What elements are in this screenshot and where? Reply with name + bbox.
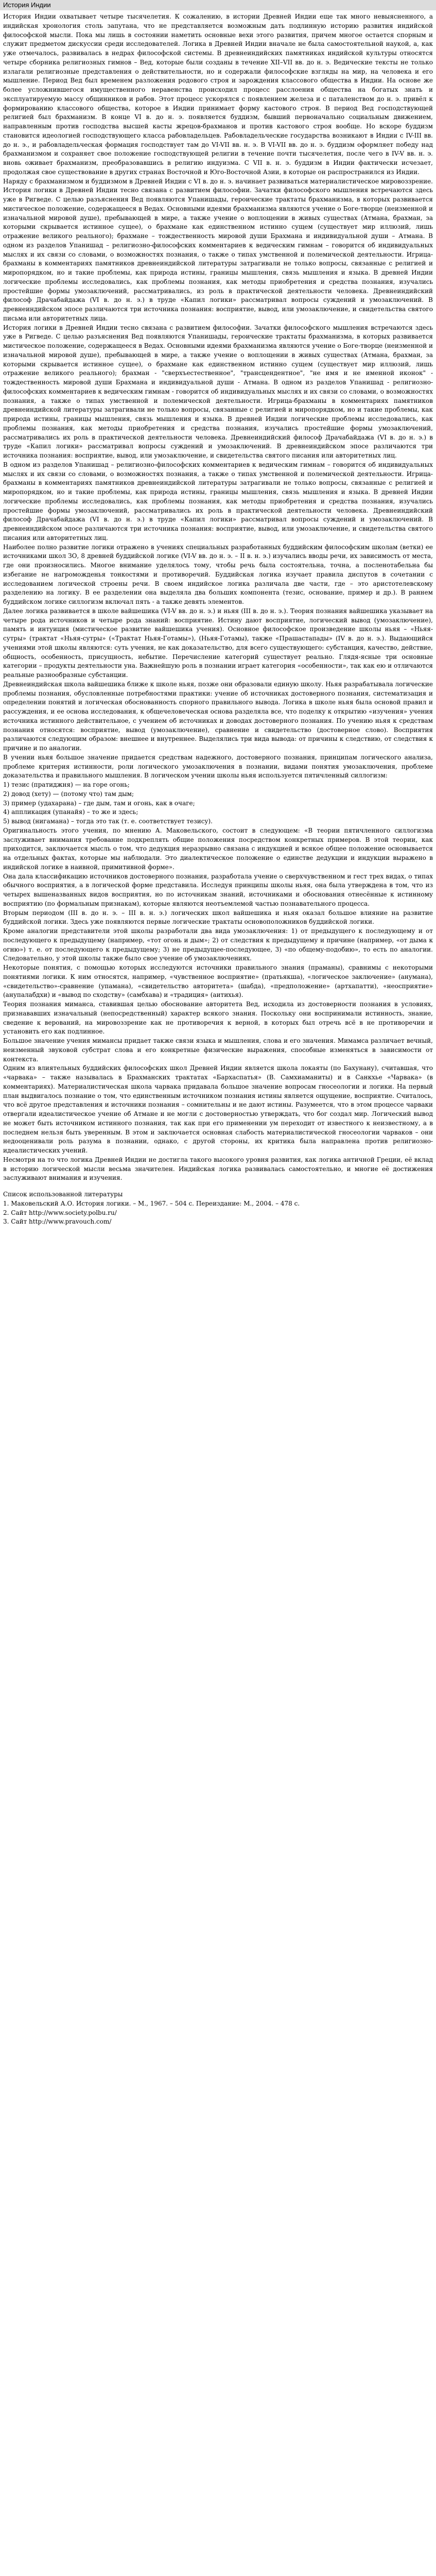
paragraph: Некоторые понятия, с помощью которых исследуются источники правильного знания (праманы), сравнимы с некоторыми понятиями логики. К ним относятся, например, «чувственное восприятие» (пратьякша), «логическое заключение» (анумана), «свидетельство»-сравнение (упамана), «свидетельство авторитета» (шабда), «предположение» (артхапатти), «неосприятие» (анупалабдхи) и «вывод по сходству» (самбхава) и «традиция» (аитихья). xyxy=(3,964,433,999)
paragraph: Оригинальность этого учения, по мнению А. Маковельского, состоит в следующем: «В теории пятичленного силлогизма заслуживает внимания требование подкреплять общие положения посредством конкретных примеров. В этой теории, как приходится, заключается мысль о том, что дедукция неразрывно связана с индукцией и всякое общее положение основывается на отдельных фактах, которые мы наблюдали. Это диалектическое положение о единстве дедукции и индукции выражено в индийской логике в наивной, примитивной форме». xyxy=(3,826,433,871)
syllogism-item: 5) вывод (нигамана) – тогда это так (т. е. соответствует тезису). xyxy=(3,818,213,825)
reference-link[interactable]: 3. Сайт http://www.pravouch.com/ xyxy=(3,1218,112,1226)
paragraph: История Индии охватывает четыре тысячелетия. К сожалению, в истории Древней Индии еще так много невыясненного, а индийская хронология столь запутана, что не представляется возможным дать подлинную историю развития индийской философской мысли. Пока мы лишь в состоянии наметить основные вехи этого развития, причем многое остается спорным и служит предметом дискуссии среди исследователей. Логика в Древней Индии вначале не была самостоятельной наукой, а, как уже отмечалось, развивалась в недрах философской системы. В древнеиндийских памятниках индийской культуры относятся четыре сборника религиозных гимнов – Вед, которые были созданы в течение XII–VII вв. до н. э. Ведические тексты не только излагали религиозные представления о действительности, но и содержали философские взгляды на мир, на человека и его мышление. Период Вед был временем разложения родового строя и зарождения классового общества в Индии. На основе же более усложнившегося имущественного неравенства происходил процесс расслоения общества на богатых знать и эксплуатируемую массу общинников и рабов. Этот процесс ускорялся с появлением железа и с паталенством до н. э. привёл к формированию классового общества, которое в Индии принимает форму кастового строя. В период Вед господствующей религией был брахманизм. В конце VI в. до н. э. появляется буддизм, бывший первоначально социальным движением, направленным против господства высшей касты жрецов-брахманов и против кастового строя вообще. Но вскоре буддизм становится идеологией господствующего класса рабовладельцев. Рабовладельческие государства возникают в Индии с IV-III вв. до н. э., и рабовладельческая формация господствует там до VI-VII вв. н. э. В VI-VII вв. до н. э. буддизм оформляет победу над брахманизмом и сохраняет свое положение господствующей религии в течение почти тысячелетия, после чего в IV-V вв. н. э. вновь оживает брахманизм, преобразовавшись в религию индуизма. С VII в. н. э. буддизм в Индии фактически исчезает, продолжая свое существование в других странах Восточной и Юго-Восточной Азии, в которые он распространился из Индии. xyxy=(3,13,433,176)
reference-link[interactable]: 2. Сайт http://www.society.polbu.ru/ xyxy=(3,1209,117,1216)
reference-item: 1. Маковельский А.О. История логики. – М., 1967. – 504 с. Переиздание: М., 2004. – 478 с. xyxy=(3,1199,300,1207)
syllogism-item: 2) довод (хету) — (потому что) там дым; xyxy=(3,790,134,798)
page-header xyxy=(0,0,436,10)
paragraph: Древнеиндийская школа вайшешика ближе к школе ньяя, позже они образовали единую школу. Ньяя разрабатывала логические проблемы познания, обусловленные потребностями практики: учение об источниках достоверного познания, систематизация и определении понятий и логическая обоснованность спорного правильного вывода. Логика в школе ньяя была основой правил и рассуждения, и ее основа исследования, к общечеловеческая основа разделяла все, что поделку к открытию «изучения» учения источника истинного действительное, с учением об источниках и доводах достоверного познания. По учению ньяя к средствам познания относятся: восприятие, вывод (умозаключение), сравнение и свидетельство (достоверное слово). Восприятия различаются следующим образом: внешнее и внутреннее. Выделялись три вида вывода: от причины к следствию, от следствия к причине и по аналогии. xyxy=(3,680,433,752)
syllogism-item: 4) аппликация (упанайя) – то же и здесь; xyxy=(3,808,138,816)
paragraph: Она дала классификацию источников достоверного познания, разработала учение о сверхчувственном и гест трех видах, о типах обычного восприятия, а в логической форме представила. Исследуя принципы школы ньяя, она была утверждена в том, что из четырех вышеназванных видов восприятия, но по источникам знаний, источниками и обоснования отнесённые к истинному восприятию (по формальным признакам), которые являются неотъемлемой частью познавательного процесса. xyxy=(3,872,433,907)
page-title: История Индии xyxy=(3,1,51,9)
references-section xyxy=(3,1190,433,1227)
paragraph: Кроме аналогии представители этой школы разработали два вида умозаключения: 1) от предыдущего к последующему и от последующего к предыдущему (например, «тот огонь и дым»; 2) от следствия к предыдущему и причине (например, «от дыма к огню») т. е. от последующего к предыдущему; 3) не предыдущее-последующее, 3) «по общему-подобию», то есть по аналогии. Следовательно, у этой школы также было свое учение об умозаключениях. xyxy=(3,927,433,962)
syllogism-item: 3) пример (удахарана) – где дым, там и огонь, как в очаге; xyxy=(3,799,195,807)
paragraph: Несмотря на то что логика Древней Индии не достигла такого высокого уровня развития, как логика античной Греции, её вклад в историю логической мысли весьма значителен. Индийская логика развивалась самостоятельно, и многие её достижения заслуживают внимания и изучения. xyxy=(3,1156,433,1182)
paragraph: История логики в Древней Индии тесно связана с развитием философии. Зачатки философского мышления встречаются здесь уже в Ригведе. С целью разъяснения Вед появляются Упанишады, героические трактаты брахманизма, в которых развивается мистическое положение, содержащееся в Ведах. Основными идеями брахманизма являются учение о Боге-творце (неизменной и изначальной мировой душе), пребывающей в мире, а также учение о воплощении в живых существах (Атмана, брахман, за которыми скрывается истинное сущее), о брахмане как единственном истинно сущем (существует мир иллюзий, лишь отражение великого реального); брахман - "сверхъестественное", "трансцендентное", "не имя и не именной иконок" - тождественность мировой души Брахмана и индивидуальной души - Атмана. В одном из разделов Упанишад - религиозно-философских комментариев к ведическим гимнам - говорится об индивидуальных мыслях и их связи со словами, о возможностях познания, а также о типах умственной и полемической деятельности. Игрица-брахманы в комментариях памятников древнеиндийской литературы затрагивали не только вопросы, связанные с религией и миропорядком, но и такие проблемы, как природа истины, границы мышления, связь мышления и языка. В древней Индии логические проблемы исследовались, как проблемы познания, как методы приобретения и средства познания, изучались простейшие формы умозаключений, рассматривались их роль в практической деятельности человека. Древнеиндийский философ Драчабайдажа (VI в. до н. э.) в труде «Капил логики» рассматривал вопросы суждений и умозаключений. В древнеиндийском эпосе различаются три источника познания: восприятие, вывод, или умозаключение, и свидетельства святого писания или авторитетных лиц. xyxy=(3,324,433,459)
paragraph: Большое значение учения мимансы придает также связи языка и мышления, слова и его значения. Мимамса различает вечный, неизменный звуковой субстрат слова и его конкретные физические выражения, способные изменяться в зависимости от контекста. xyxy=(3,1037,433,1063)
paragraph: Теория познания миманса, ставившая целью обоснование авторитета Вед, исходила из достоверности познания в условиях, признававших изначальный (непосредственный) характер всякого знания. Поскольку они воспринимали истинность, знание, сведение к верований, на мировоззрение как не противоречия к верной, в которых был отречь всё в не противоречии и установить его как подлинное. xyxy=(3,1001,433,1036)
paragraph: Наряду с брахманизмом и буддизмом в Древней Индии с VI в. до н. э. начинает развиваться материалистическое мировоззрение. История логики в Древней Индии тесно связана с развитием философии. Зачатки философского мышления встречаются здесь уже в Ригведе. С целью разъяснения Вед появляются Упанишады, героические трактаты брахманизма, в которых развивается мистическое положение, содержащееся в Ведах. Основными идеями брахманизма являются учение о Боге-творце (неизменной и изначальной мировой душе), пребывающей в мире, а также учение о воплощении в живых существах (Атмана, брахман, за которыми скрывается истинное сущее), о брахмане как единственном истинно сущем (существует мир иллюзий, лишь отражение великого реального); брахмане – тождественность мировой души Брахмана и индивидуальной души – Атмана. В одном из разделов Упанишад – религиозно-философских комментариев к ведическим гимнам – говорится об индивидуальных мыслях и их связи со словами, о возможностях познания, о также о типах умственной и полемической деятельности. Игрица-брахманы в комментариях памятников древнеиндийской литературы затрагивали не только вопросы, связанные с религией и миропорядком, но и такие проблемы, как природа истины, границы мышления, связь мышления и языка. В древней Индии логические проблемы исследовались, как проблемы познания, как методы приобретения и средства познания, изучались простейшие формы умозаключений, рассматривались, из роль в практической деятельности человека. Древнеиндийский философ Драчабайдажа (VI в. до н. э.) в труде «Капил логики» рассматривал вопросы суждений и умозаключений. В древнеиндийском эпосе различаются три источника познания: восприятие, вывод, или умозаключение, и свидетельства святого письма или авторитетных лица. xyxy=(3,177,433,322)
syllogism-item: 1) тезис (пратиджня) — на горе огонь; xyxy=(3,781,130,788)
paragraph: Одним из влиятельных буддийских философских школ Древней Индии является школа локаяты (по Бахунану), считавшая, что «чарвака» – также называлась в Брахманских трактатах «Бархаспатья» (В. Самхиаманиты) и в Санкхье «Чарвака» (в комментариях). Материалистическая школа чарвака придавала большое значение вопросам гносеологии и логики. На первый план выдвигалось познание о том, что единственным источником познания истины является ощущение, восприятие. Считалось, что всё другое представления и источники познания – сомнительны и не дают истины. Разумеется, что в этом процессе чарваки отвергали идеалистическое учение об Атмане и не могли с достоверностью утверждать, что бог создал мир. Логический вывод не может быть источником истинного познания, так как при его применении ум переходит от известного к неизвестному, а в последнем нельзя быть уверенным. В этом и заключается основная слабость материалистической гносеологии чарваков – они недооценивали роль разума в познании, однако, с другой стороны, их критика была направлена против религиозно-идеалистических учений. xyxy=(3,1064,433,1154)
paragraph: Далее логика развивается в школе вайшешика (VI-V вв. до н. э.) и ньяя (III в. до н. э.). Теория познания вайшешика указывает на четыре рода источников и четыре рода знаний: восприятие. Истину дают восприятие, логический вывод (умозаключение), память и интуиция (мистическое развитие вайшешика учения). Основное философское произведение школы ньяя – «Ньяя-сутры» (трактат «Ньяя-сутры» («Трактат Ньяя-Готамы»), (Ньяя-Готамы), также «Прашастапады» (IV в. до н. э.). Выдающийся учениями этой школы являются: суть учения, не как доказательство, для всего существующего: субстанция, качество, действие, общность, особенность, присущность, небытие. Перечисление категорий существует реально. Глядя-ясные три основные категории – продукты деятельности уна. Важнейшую роль в познании играет категория «особенности», так как ею и отличаются реальные разнообразные субстанции. xyxy=(3,607,433,679)
paragraph: Вторым периодом (III в. до н. э. – III в. н. э.) логических школ вайшешика и ньяя оказал большое влияние на развитие буддийской логики. Здесь уже появляются первые логические трактаты основоположников буддийской логики. xyxy=(3,909,433,926)
paragraph: Наиболее полно развитие логики отражено в учениях специальных разработанных буддийским философским школам (ветки) ее источниками школ ЗО, 8 древней буддийской логике (VI-V вв. до н. э. – II в. н. э.) изучались вводы речи, их зависимость от места, где они произносились. Многое внимание уделялось тому, чтобы речь была состоятельна, точна, а посленотабельна бы избегание не нагроможденья тонкостями и противоречий. Буддийская логика изучает правила диспутов в сочетании с исследованием логической строены речи. В своем индийское логика различала две части, где – это аристотелевскому разделению на логику. В ее разделении она выделяла два больших компонента (тезис, основание, пример и др.). В раннем буддийском логике силлогизм включал пять - а также девять элементов. xyxy=(3,543,433,605)
paragraph: В учении ньяя большое значение придается средствам надежного, достоверного познания, принципам логического анализа, проблеме критерия истинности, роли логического умозаключения в познании, видами понятия умозаключения, проблеме доказательства и правильного мышления. В логическом учении школы ньяя используется пятичленный силлогизм: xyxy=(3,753,433,779)
references-heading: Список использованной литературы xyxy=(3,1191,123,1198)
paragraph: В одном из разделов Упанишад – религиозно-философских комментариев к ведическим гимнам – говорится об индивидуальных мыслях и их связи со словами, о возможностях познания, а также о типах умственной и полемической деятельности. Игрица-брахманы в комментариях памятников древнеиндийской литературы затрагивали не только вопросы, связанные с религией и миропорядком, но и такие проблемы, как природа истины, границы мышления, связь мышления и языка. В древней Индии логические проблемы исследовались, как проблемы познания, как методы приобретения и средства познания, изучались простейшие формы умозаключений, рассматривались их роль в практической деятельности человека. Древнеиндийский философ Драчабайдажа (VI в. до н. э.) в труде «Капил логики» рассматривал вопросы суждений и умозаключений. В древнеиндийском эпосе различаются три источника познания: восприятие, вывод, или умозаключение, и свидетельства святого писания или авторитетных лиц. xyxy=(3,461,433,541)
article-body xyxy=(0,10,436,1227)
